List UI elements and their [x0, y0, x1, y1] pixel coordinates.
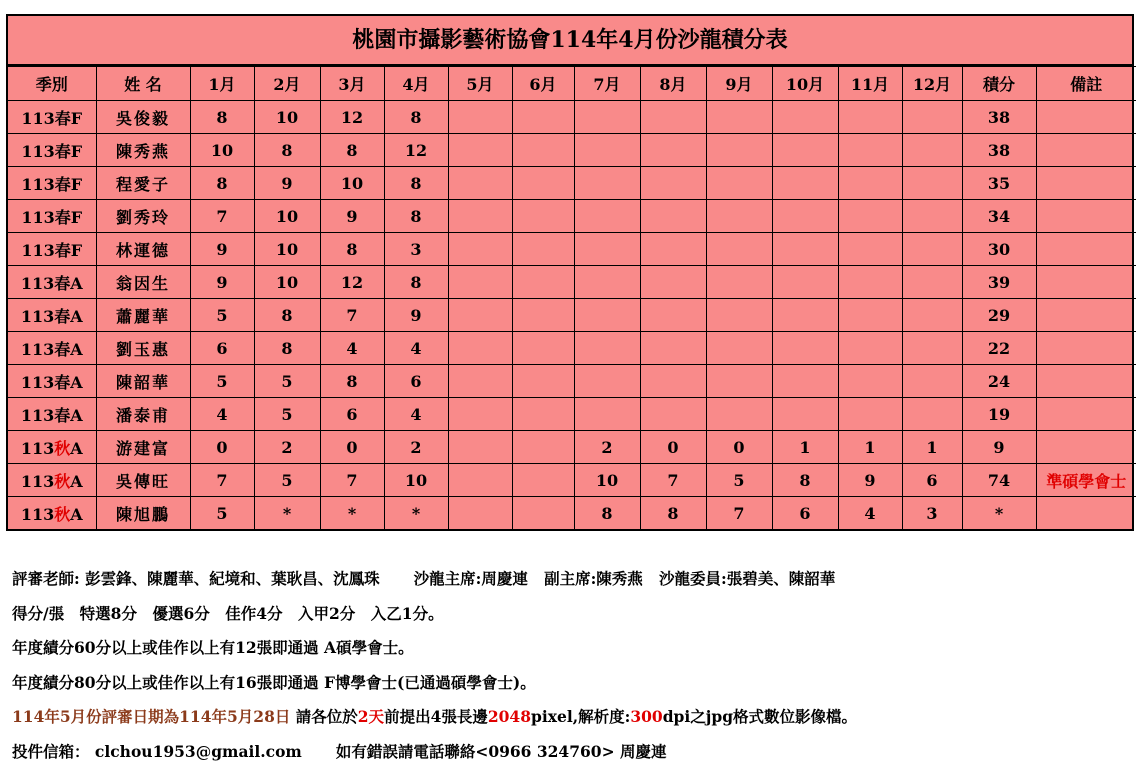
season-year: 113 [21, 472, 54, 491]
month-score: 0 [190, 431, 254, 464]
remark-cell [1036, 266, 1136, 299]
month-score: 8 [254, 134, 320, 167]
contact-note: 如有錯誤請電話聯絡<0966 324760> 周慶連 [336, 742, 667, 761]
month-score [902, 365, 962, 398]
month-score [640, 365, 706, 398]
month-score [640, 299, 706, 332]
month-score: 8 [640, 497, 706, 530]
month-score [574, 200, 640, 233]
season-cell [8, 332, 96, 365]
season-suffix: 春F [55, 142, 82, 161]
month-score [448, 497, 512, 530]
month-score [574, 233, 640, 266]
month-score [640, 101, 706, 134]
scoring-line: 得分/張 特選8分 優選6分 佳作4分 入甲2分 入乙1分。 [12, 597, 1132, 632]
member-name: 陳旭鵬 [96, 497, 190, 530]
month-score [772, 101, 838, 134]
month-score [512, 200, 574, 233]
month-score: 10 [574, 464, 640, 497]
table-row [8, 167, 1136, 200]
month-score [640, 266, 706, 299]
month-score: 4 [190, 398, 254, 431]
season-year: 113 [21, 505, 54, 524]
member-name: 程愛子 [96, 167, 190, 200]
month-score [512, 464, 574, 497]
season-autumn: 秋 [54, 472, 70, 491]
month-score: 7 [640, 464, 706, 497]
contact-label: 投件信箱： [12, 742, 90, 761]
season-suffix: 春A [54, 307, 82, 326]
table-row [8, 332, 1136, 365]
month-score [640, 200, 706, 233]
month-score: 3 [902, 497, 962, 530]
table-row [8, 233, 1136, 266]
committee-text: 沙龍委員:張碧美、陳韶華 [659, 569, 835, 588]
month-score: 12 [384, 134, 448, 167]
month-score: 9 [320, 200, 384, 233]
deadline-text-4: dpi之jpg格式數位影像檔。 [663, 707, 857, 726]
month-score: 9 [190, 266, 254, 299]
judges-text: 評審老師: 彭雲鋒、陳麗華、紀境和、葉耿昌、沈鳳珠 [12, 569, 380, 588]
month-score [838, 266, 902, 299]
month-score: * [254, 497, 320, 530]
month-score [772, 167, 838, 200]
month-score: 6 [320, 398, 384, 431]
month-score: 2 [574, 431, 640, 464]
month-score [574, 332, 640, 365]
total-score: 24 [962, 365, 1036, 398]
month-score: 5 [190, 497, 254, 530]
total-score: 19 [962, 398, 1036, 431]
column-header: 3月 [320, 67, 384, 101]
month-score [512, 167, 574, 200]
month-score: 5 [254, 398, 320, 431]
member-name: 潘泰甫 [96, 398, 190, 431]
judges-line [12, 562, 1132, 597]
deadline-text-1: 請各位於 [290, 707, 357, 726]
month-score: 2 [254, 431, 320, 464]
remark-cell [1036, 167, 1136, 200]
season-year: 113 [21, 439, 54, 458]
column-header: 8月 [640, 67, 706, 101]
month-score [706, 398, 772, 431]
month-score [902, 266, 962, 299]
month-score [838, 299, 902, 332]
footer-notes [12, 562, 1132, 769]
month-score [448, 332, 512, 365]
column-header: 2月 [254, 67, 320, 101]
deadline-date: 114年5月份評審日期為114年5月28日 [12, 707, 290, 726]
column-header: 10月 [772, 67, 838, 101]
season-cell [8, 431, 96, 464]
member-name: 蕭麗華 [96, 299, 190, 332]
month-score [640, 233, 706, 266]
month-score [512, 332, 574, 365]
column-header: 積分 [962, 67, 1036, 101]
month-score: 4 [320, 332, 384, 365]
season-year: 113 [21, 175, 54, 194]
season-cell [8, 266, 96, 299]
month-score [838, 101, 902, 134]
month-score [448, 200, 512, 233]
column-header: 姓 名 [96, 67, 190, 101]
month-score [706, 299, 772, 332]
month-score [772, 266, 838, 299]
month-score: 8 [254, 299, 320, 332]
month-score [640, 398, 706, 431]
season-suffix: 春A [54, 373, 82, 392]
month-score: 5 [706, 464, 772, 497]
month-score: 12 [320, 101, 384, 134]
month-score: 5 [254, 365, 320, 398]
header-row [8, 67, 1136, 101]
score-table [8, 66, 1136, 529]
month-score: 8 [384, 101, 448, 134]
season-year: 113 [21, 109, 54, 128]
remark-cell [1036, 431, 1136, 464]
season-year: 113 [21, 340, 54, 359]
total-score: * [962, 497, 1036, 530]
deadline-dpi: 300 [630, 707, 662, 726]
month-score [902, 332, 962, 365]
month-score: 8 [254, 332, 320, 365]
member-name: 劉秀玲 [96, 200, 190, 233]
total-score: 22 [962, 332, 1036, 365]
month-score: 7 [190, 200, 254, 233]
total-score: 34 [962, 200, 1036, 233]
month-score [574, 101, 640, 134]
member-name: 游建富 [96, 431, 190, 464]
remark-cell [1036, 365, 1136, 398]
month-score: 8 [190, 167, 254, 200]
season-suffix: 春F [55, 109, 82, 128]
column-header: 4月 [384, 67, 448, 101]
season-cell [8, 365, 96, 398]
season-cell [8, 233, 96, 266]
month-score [512, 266, 574, 299]
season-year: 113 [21, 373, 54, 392]
month-score [512, 299, 574, 332]
month-score [902, 299, 962, 332]
month-score: 4 [384, 332, 448, 365]
total-score: 30 [962, 233, 1036, 266]
month-score: 8 [384, 200, 448, 233]
month-score: 6 [384, 365, 448, 398]
season-suffix: 春F [55, 208, 82, 227]
month-score: 1 [772, 431, 838, 464]
season-suffix: 春A [54, 274, 82, 293]
month-score: 8 [320, 233, 384, 266]
month-score [512, 365, 574, 398]
month-score [902, 233, 962, 266]
table-row [8, 464, 1136, 497]
month-score: 1 [902, 431, 962, 464]
month-score: 0 [320, 431, 384, 464]
month-score [448, 299, 512, 332]
month-score: 9 [254, 167, 320, 200]
remark-cell [1036, 299, 1136, 332]
email-link[interactable]: clchou1953@gmail.com [95, 742, 302, 761]
month-score [574, 398, 640, 431]
member-name: 翁因生 [96, 266, 190, 299]
chair-text: 沙龍主席:周慶連 [414, 569, 528, 588]
total-score: 38 [962, 134, 1036, 167]
month-score [838, 167, 902, 200]
total-score: 9 [962, 431, 1036, 464]
season-cell [8, 167, 96, 200]
column-header: 7月 [574, 67, 640, 101]
month-score [512, 101, 574, 134]
month-score: * [384, 497, 448, 530]
month-score [838, 398, 902, 431]
rule-a-line: 年度績分60分以上或佳作以上有12張即通過 A碩學會士。 [12, 631, 1132, 666]
vice-chair-text: 副主席:陳秀燕 [544, 569, 643, 588]
month-score: 8 [574, 497, 640, 530]
season-cell [8, 101, 96, 134]
contact-line [12, 735, 1132, 769]
month-score [772, 299, 838, 332]
month-score [902, 200, 962, 233]
table-row [8, 431, 1136, 464]
total-score: 29 [962, 299, 1036, 332]
month-score: 7 [706, 497, 772, 530]
season-year: 113 [21, 406, 54, 425]
month-score: 5 [190, 365, 254, 398]
season-suffix: 春F [55, 175, 82, 194]
month-score: 6 [190, 332, 254, 365]
member-name: 陳秀燕 [96, 134, 190, 167]
season-suffix: A [70, 505, 82, 524]
month-score: 7 [320, 299, 384, 332]
month-score [512, 233, 574, 266]
month-score [512, 431, 574, 464]
deadline-pixels: 2048 [488, 707, 531, 726]
month-score [772, 233, 838, 266]
month-score [838, 200, 902, 233]
member-name: 劉玉惠 [96, 332, 190, 365]
month-score: 12 [320, 266, 384, 299]
deadline-line [12, 700, 1132, 735]
month-score: 0 [706, 431, 772, 464]
month-score: 2 [384, 431, 448, 464]
month-score: 3 [384, 233, 448, 266]
month-score: 7 [190, 464, 254, 497]
season-year: 113 [21, 307, 54, 326]
month-score [448, 464, 512, 497]
season-year: 113 [21, 274, 54, 293]
month-score: 10 [190, 134, 254, 167]
month-score [838, 134, 902, 167]
month-score [706, 266, 772, 299]
deadline-text-3: pixel,解析度: [531, 707, 630, 726]
table-row [8, 200, 1136, 233]
month-score: 9 [838, 464, 902, 497]
season-cell [8, 464, 96, 497]
month-score: 6 [902, 464, 962, 497]
season-year: 113 [21, 142, 54, 161]
month-score [706, 134, 772, 167]
month-score [448, 266, 512, 299]
month-score: 4 [384, 398, 448, 431]
table-row [8, 365, 1136, 398]
season-suffix: 春A [54, 406, 82, 425]
deadline-text-2: 前提出4張長邊 [384, 707, 488, 726]
month-score [772, 200, 838, 233]
month-score [448, 365, 512, 398]
month-score [772, 332, 838, 365]
season-year: 113 [21, 241, 54, 260]
month-score: 10 [384, 464, 448, 497]
season-autumn: 秋 [54, 505, 70, 524]
remark-cell [1036, 233, 1136, 266]
total-score: 35 [962, 167, 1036, 200]
month-score [448, 431, 512, 464]
column-header: 12月 [902, 67, 962, 101]
column-header: 備註 [1036, 67, 1136, 101]
month-score [706, 365, 772, 398]
remark-cell [1036, 398, 1136, 431]
month-score: 1 [838, 431, 902, 464]
month-score: 6 [772, 497, 838, 530]
remark-cell [1036, 497, 1136, 530]
month-score [448, 167, 512, 200]
total-score: 38 [962, 101, 1036, 134]
month-score [574, 266, 640, 299]
season-cell [8, 134, 96, 167]
table-row [8, 398, 1136, 431]
month-score [640, 332, 706, 365]
month-score [772, 134, 838, 167]
remark-cell [1036, 332, 1136, 365]
month-score [448, 134, 512, 167]
month-score: 10 [320, 167, 384, 200]
month-score [574, 299, 640, 332]
remark-cell [1036, 134, 1136, 167]
month-score: 8 [320, 365, 384, 398]
month-score [902, 134, 962, 167]
month-score: 10 [254, 101, 320, 134]
table-row [8, 497, 1136, 530]
column-header: 季別 [8, 67, 96, 101]
season-cell [8, 497, 96, 530]
month-score: 8 [384, 266, 448, 299]
month-score [512, 134, 574, 167]
member-name: 陳韶華 [96, 365, 190, 398]
total-score: 39 [962, 266, 1036, 299]
season-autumn: 秋 [54, 439, 70, 458]
month-score [574, 365, 640, 398]
remark-cell: 準碩學會士 [1036, 464, 1136, 497]
table-row [8, 299, 1136, 332]
remark-cell [1036, 200, 1136, 233]
season-suffix: A [70, 472, 82, 491]
column-header: 9月 [706, 67, 772, 101]
season-cell [8, 299, 96, 332]
month-score: 9 [190, 233, 254, 266]
month-score [574, 134, 640, 167]
month-score [772, 365, 838, 398]
month-score [902, 398, 962, 431]
season-suffix: 春A [54, 340, 82, 359]
table-row [8, 266, 1136, 299]
rule-f-line: 年度績分80分以上或佳作以上有16張即通過 F博學會士(已通過碩學會士)。 [12, 666, 1132, 701]
remark-cell [1036, 101, 1136, 134]
month-score: 5 [254, 464, 320, 497]
total-score: 74 [962, 464, 1036, 497]
month-score [512, 398, 574, 431]
column-header: 1月 [190, 67, 254, 101]
season-suffix: 春F [55, 241, 82, 260]
month-score [706, 332, 772, 365]
season-cell [8, 200, 96, 233]
month-score: 8 [772, 464, 838, 497]
month-score: 5 [190, 299, 254, 332]
month-score: 10 [254, 266, 320, 299]
table-row [8, 101, 1136, 134]
month-score: 8 [320, 134, 384, 167]
member-name: 吳傳旺 [96, 464, 190, 497]
deadline-days: 2天 [358, 707, 384, 726]
month-score: * [320, 497, 384, 530]
month-score [706, 167, 772, 200]
month-score: 7 [320, 464, 384, 497]
month-score: 10 [254, 233, 320, 266]
month-score [902, 167, 962, 200]
table-row [8, 134, 1136, 167]
month-score: 10 [254, 200, 320, 233]
season-suffix: A [70, 439, 82, 458]
season-year: 113 [21, 208, 54, 227]
month-score [838, 332, 902, 365]
month-score [902, 101, 962, 134]
column-header: 5月 [448, 67, 512, 101]
month-score: 0 [640, 431, 706, 464]
month-score [640, 167, 706, 200]
month-score [448, 398, 512, 431]
season-cell [8, 398, 96, 431]
month-score: 8 [384, 167, 448, 200]
month-score [574, 167, 640, 200]
month-score [706, 200, 772, 233]
score-sheet [6, 14, 1134, 531]
column-header: 6月 [512, 67, 574, 101]
column-header: 11月 [838, 67, 902, 101]
month-score [706, 233, 772, 266]
month-score [512, 497, 574, 530]
month-score [640, 134, 706, 167]
month-score [448, 101, 512, 134]
month-score [448, 233, 512, 266]
member-name: 吳俊毅 [96, 101, 190, 134]
month-score [838, 365, 902, 398]
month-score [706, 101, 772, 134]
page-title: 桃園市攝影藝術協會114年4月份沙龍積分表 [8, 16, 1132, 66]
month-score: 4 [838, 497, 902, 530]
month-score [772, 398, 838, 431]
month-score: 8 [190, 101, 254, 134]
month-score [838, 233, 902, 266]
month-score: 9 [384, 299, 448, 332]
member-name: 林運德 [96, 233, 190, 266]
